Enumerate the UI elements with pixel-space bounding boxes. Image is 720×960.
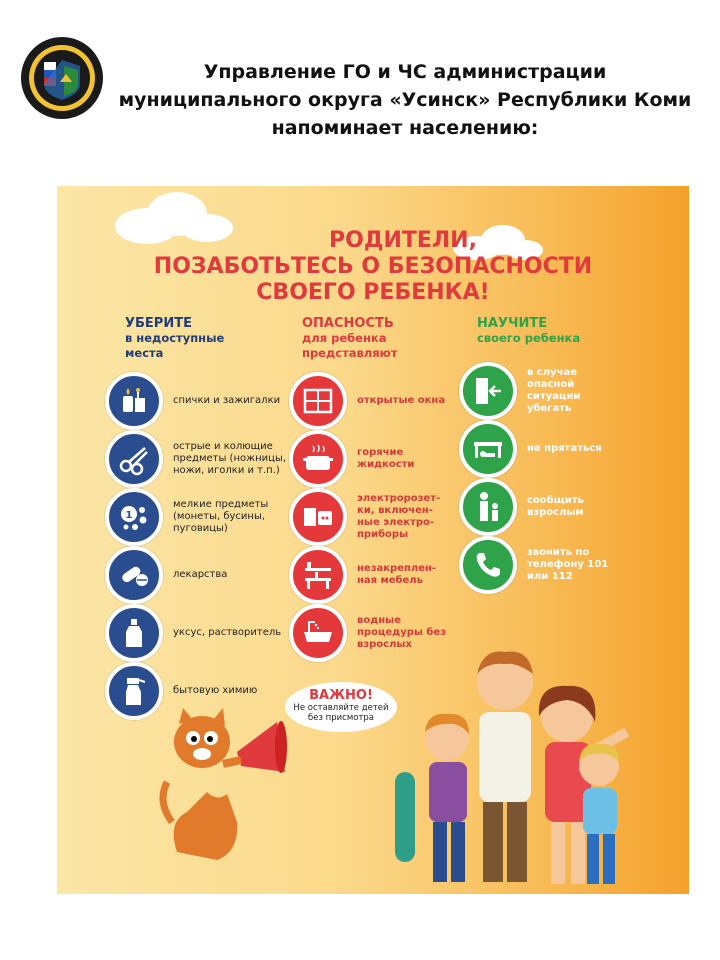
remove-item [105, 372, 293, 430]
remove-item [105, 604, 293, 662]
column-danger-heading [302, 316, 397, 361]
exit-door-icon [459, 362, 517, 420]
teach-item-text: сообщить взрослым [527, 495, 584, 518]
danger-item [289, 488, 457, 546]
hot-pot-icon [289, 430, 347, 488]
remove-item-text: спички и зажигалки [173, 395, 281, 406]
window-icon [289, 372, 347, 430]
emblem-logo [20, 36, 104, 120]
no-hiding-icon [459, 420, 517, 478]
teach-item-text: не прятаться [527, 443, 602, 454]
scissors-icon [105, 430, 163, 488]
danger-item-text: незакреплен- ная мебель [357, 563, 437, 586]
bottle-icon [105, 604, 163, 662]
remove-sub-2: места [125, 346, 164, 360]
header-line-2: муниципального округа «Усинск» Республики Коми [118, 89, 692, 111]
teach-sub-1: своего ребенка [477, 331, 581, 345]
remove-item [105, 488, 293, 546]
danger-item [289, 430, 457, 488]
danger-item-text: открытые окна [357, 395, 446, 406]
remove-heading: УБЕРИТЕ [125, 316, 192, 331]
remove-item [105, 546, 293, 604]
safety-poster [57, 186, 689, 894]
danger-item-text: горячие жидкости [357, 447, 415, 470]
title-line-1: РОДИТЕЛИ, [329, 228, 477, 253]
cat-megaphone-illustration [157, 702, 307, 862]
teach-item [459, 420, 627, 478]
title-line-3: СВОЕГО РЕБЕНКА! [256, 280, 490, 305]
teach-item [459, 536, 627, 594]
coins-buttons-icon [105, 488, 163, 546]
danger-heading: ОПАСНОСТЬ [302, 316, 394, 331]
danger-sub-2: представляют [302, 346, 398, 360]
danger-sub-1: для ребенка [302, 331, 387, 345]
column-teach-heading [477, 316, 580, 346]
poster-title [57, 228, 689, 306]
teach-item-text: звонить по телефону 101 или 112 [527, 547, 609, 582]
remove-sub-1: в недоступные [125, 331, 225, 345]
pills-icon [105, 546, 163, 604]
title-line-2: ПОЗАБОТЬТЕСЬ О БЕЗОПАСНОСТИ [153, 254, 593, 279]
remove-item-text: бытовую химию [173, 685, 258, 696]
column-remove-heading [125, 316, 224, 361]
remove-item-text: лекарства [173, 569, 228, 580]
danger-item [289, 372, 457, 430]
teach-item [459, 478, 627, 536]
remove-item-text: острые и колющие предметы (ножницы, ножи, иголки и т.п.) [173, 441, 287, 476]
remove-item [105, 430, 293, 488]
remove-item-text: уксус, растворитель [173, 627, 282, 638]
socket-icon [289, 488, 347, 546]
header-line-3: напоминает населению: [271, 117, 539, 139]
spray-bottle-icon [105, 662, 163, 720]
important-title: ВАЖНО! [309, 688, 373, 703]
teach-item [459, 362, 627, 420]
shelf-icon [289, 546, 347, 604]
important-text: Не оставляйте детей без присмотра [293, 703, 389, 723]
danger-item [289, 546, 457, 604]
teach-heading: НАУЧИТЕ [477, 316, 548, 331]
danger-item-text: электророзет- ки, включен- ные электро- приборы [357, 493, 441, 540]
remove-item-text: мелкие предметы (монеты, бусины, пуговицы) [173, 499, 269, 534]
header-line-1: Управление ГО и ЧС администрации [203, 61, 607, 83]
header-text [100, 58, 710, 142]
family-icon [459, 478, 517, 536]
svg-text:1: 1 [125, 510, 133, 521]
teach-item-text: в случае опасной ситуации убегать [527, 367, 581, 414]
matches-lighter-icon [105, 372, 163, 430]
bathtub-icon [289, 604, 347, 662]
danger-item-text: водные процедуры без взрослых [357, 615, 446, 650]
phone-icon [459, 536, 517, 594]
family-illustration [387, 642, 667, 894]
